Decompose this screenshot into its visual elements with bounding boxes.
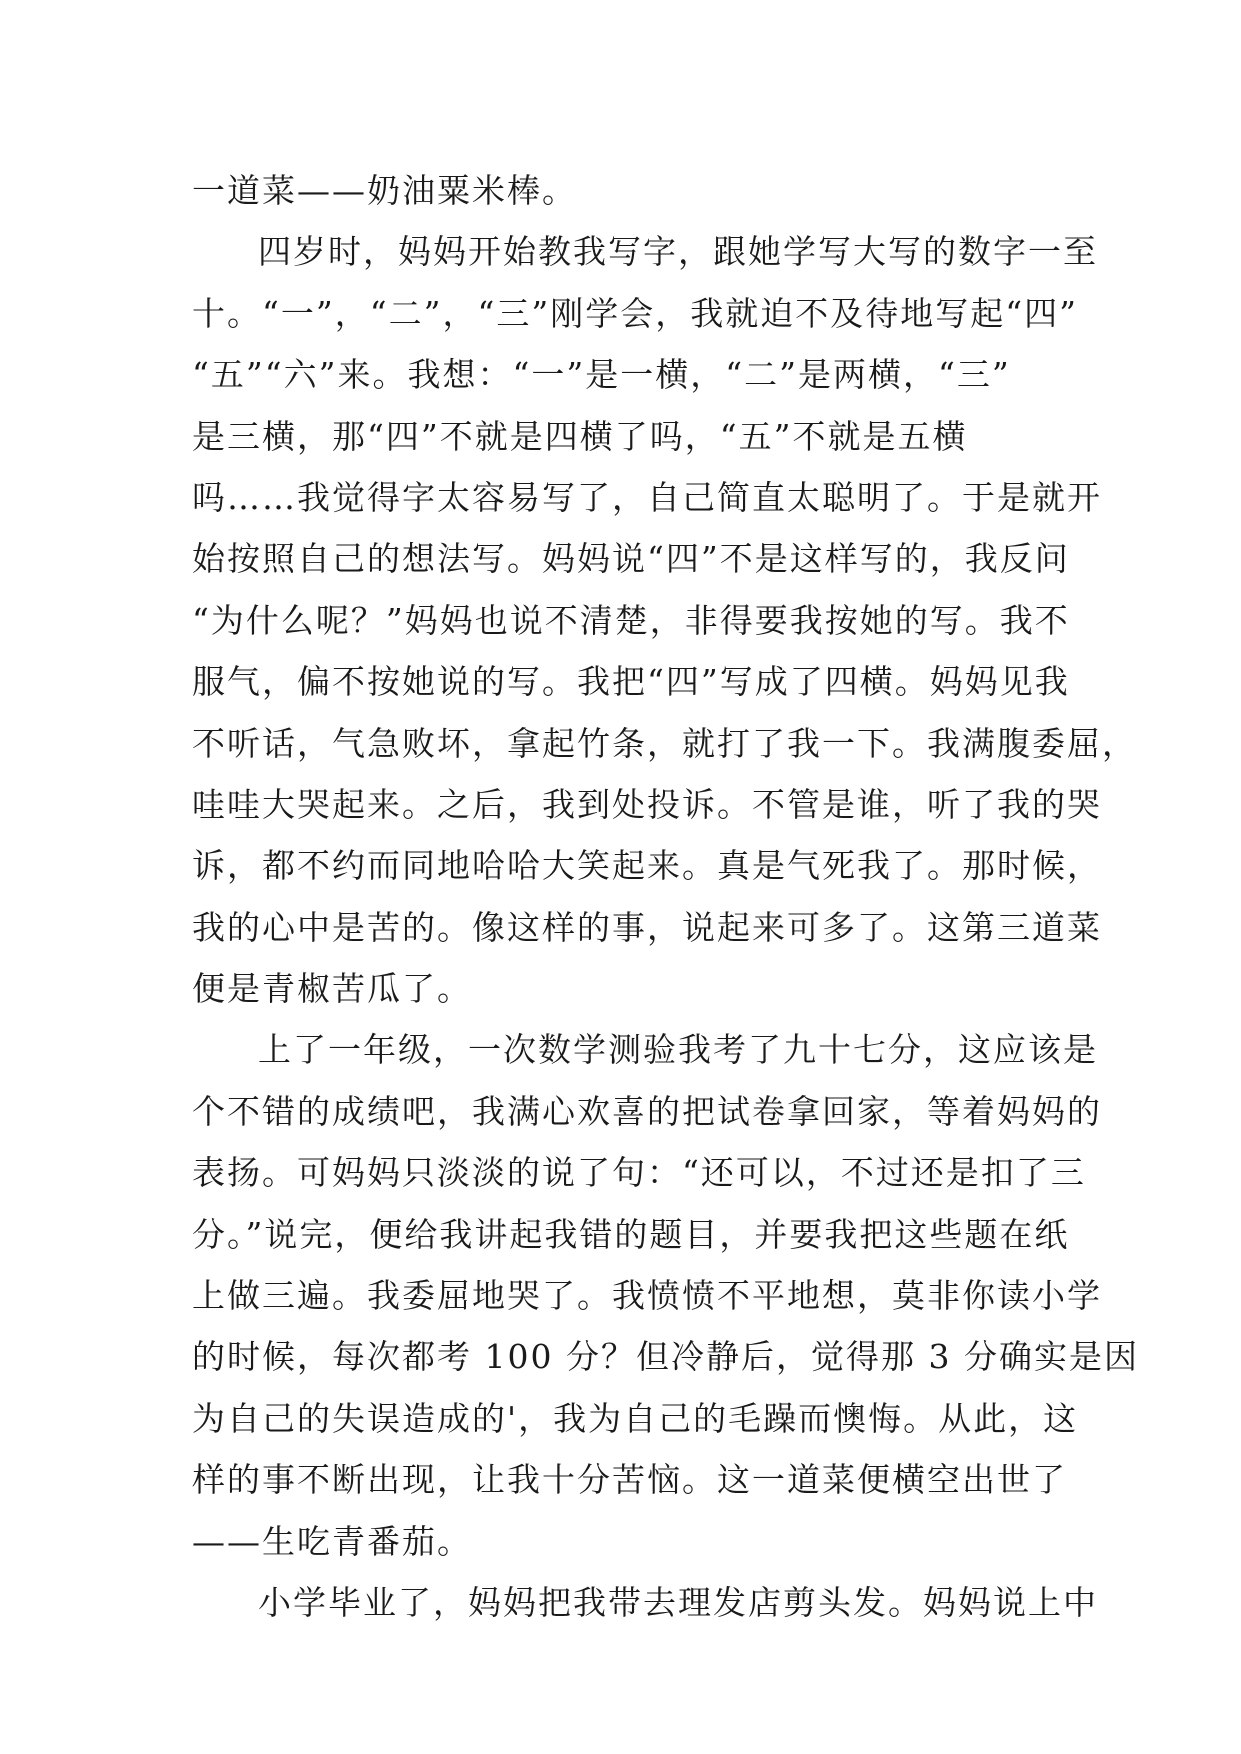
text-line: 不听话，气急败坏，拿起竹条，就打了我一下。我满腹委屈， (192, 723, 1137, 763)
text-line: 表扬。可妈妈只淡淡的说了句：“还可以，不过还是扣了三 (192, 1153, 1086, 1193)
text-line: 吗……我觉得字太容易写了，自己简直太聪明了。于是就开 (192, 477, 1102, 517)
text-line: 诉，都不约而同地哈哈大笑起来。真是气死我了。那时候， (192, 846, 1102, 886)
text-line: “为什么呢？”妈妈也说不清楚，非得要我按她的写。我不 (192, 600, 1070, 640)
text-line: 始按照自己的想法写。妈妈说“四”不是这样写的，我反问 (192, 539, 1070, 579)
text-line: 上做三遍。我委屈地哭了。我愤愤不平地想，莫非你读小学 (192, 1276, 1102, 1316)
paragraph-start-line: 小学毕业了，妈妈把我带去理发店剪头发。妈妈说上中 (258, 1582, 1098, 1622)
paragraph-start-line: 上了一年级，一次数学测验我考了九十七分，这应该是 (258, 1030, 1098, 1070)
text-line: 哇哇大哭起来。之后，我到处投诉。不管是谁，听了我的哭 (192, 784, 1102, 824)
text-line: 我的心中是苦的。像这样的事，说起来可多了。这第三道菜 (192, 907, 1102, 947)
text-line: 的时候，每次都考 100 分？但冷静后，觉得那 3 分确实是因 (192, 1337, 1139, 1377)
text-line: ——生吃青番茄。 (192, 1521, 472, 1561)
text-line: 便是青椒苦瓜了。 (192, 969, 472, 1009)
text-line: 为自己的失误造成的'，我为自己的毛躁而懊悔。从此，这 (192, 1398, 1079, 1438)
text-line: 分。”说完，便给我讲起我错的题目，并要我把这些题在纸 (192, 1214, 1070, 1254)
text-line: 样的事不断出现，让我十分苦恼。这一道菜便横空出世了 (192, 1460, 1067, 1500)
text-line: “五”“六”来。我想：“一”是一横，“二”是两横，“三” (192, 355, 1011, 395)
text-line: 服气，偏不按她说的写。我把“四”写成了四横。妈妈见我 (192, 662, 1070, 702)
text-line: 十。“一”，“二”，“三”刚学会，我就迫不及待地写起“四” (192, 293, 1078, 333)
text-line: 是三横，那“四”不就是四横了吗，“五”不就是五横 (192, 416, 968, 456)
text-line: 个不错的成绩吧，我满心欢喜的把试卷拿回家，等着妈妈的 (192, 1091, 1102, 1131)
paragraph-start-line: 四岁时，妈妈开始教我写字，跟她学写大写的数字一至 (258, 232, 1098, 272)
essay-text (192, 160, 1139, 1633)
text-line: 一道菜——奶油粟米棒。 (192, 171, 577, 210)
